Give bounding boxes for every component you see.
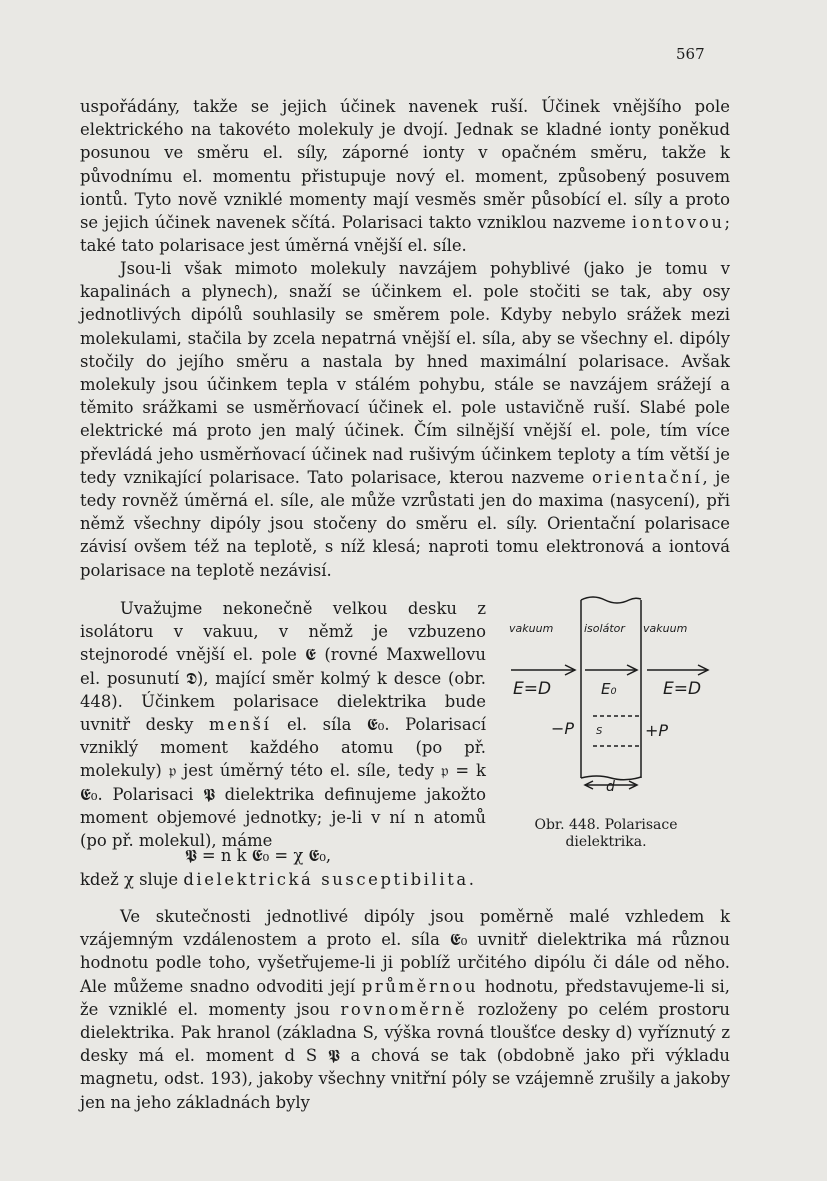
thickness-label: d (606, 779, 615, 795)
plate-top-edge (581, 597, 641, 603)
paragraph-orientation-polarisation: Jsou-li však mimoto molekuly navzájem pohyblivé (jako je tomu v kapalinách a plynech), snaží se účinkem el. pole stočiti se tak, aby osy jednotlivých dipólů souhlasily se směrem pole. Kdyby nebylo srážek mezi molekulami, stačila by zcela nepatrná vnější el. síla, aby se všechny el. dipóly stočily do jejího směru a nastala by hned maximální polarisace. Avšak molekuly jsou účinkem tepla v stálém pohybu, stále se navzájem srážejí a těmito srážkami se usměrňovací účinek el. pole ustavičně ruší. Slabé pole elektrické má proto jen malý účinek. Čím silnější vnější el. pole, tím více převládá jeho usměrňovací účinek nad rušivým účinkem teploty a tím větší je tedy vznikající polarisace. Tato polarisace, kterou nazveme orientační, je tedy rovněž úměrná el. síle, ale může vzrůstati jen do maxima (nasycení), při němž všechny dipóly jsou stočeny do směru el. síly. Orientační polarisace závisí ovšem též na teplotě, s níž klesá; naproti tomu elektronová a iontová polarisace na teplotě nezávisí. (80, 259, 731, 580)
paragraph-ionic-polarisation: uspořádány, takže se jejich účinek navenek ruší. Účinek vnějšího pole elektrického na takovéto molekuly je dvojí. Jednak se kladné ionty poněkud posunou ve směru el. síly, záporné ionty v opačném směru, takže k původnímu el. momentu přistupuje nový el. moment, způsobený posuvem iontů. Tyto nově vzniklé momenty mají vesměs směr působící el. síly a proto se jejich účinek navenek sčítá. Polarisaci takto vzniklou nazveme iontovou; také tato polarisace jest úměrná vnější el. síle. (80, 97, 731, 256)
paragraph-plate-dielectric: Uvažujme nekonečně velkou desku z isolátoru v vakuu, v němž je vzbuzeno stejnorodé vnější el. pole 𝕰 (rovné Maxwellovu el. posunutí 𝕯), mající směr kolmý k desce (obr. 448). Účinkem polarisace dielektrika bude uvnitř desky menší el. síla 𝕰₀. Polarisací vzniklý moment každého atomu (po př. molekuly) 𝔭 jest úměrný této el. síle, tedy 𝔭 = k 𝕰₀. Polarisaci 𝕻 dielektrika definujeme jakožto moment objemové jednotky; je-li v ní n atomů (po př. molekul), máme (80, 599, 487, 851)
page-number: 567 (676, 45, 705, 63)
term-orientation: orientační (591, 467, 703, 487)
term-smaller: menší (208, 715, 272, 735)
prism-base-label: S (596, 726, 603, 737)
susceptibility-definition: kdež χ sluje dielektrická susceptibilita. (80, 870, 474, 889)
charge-left-label: −P (551, 719, 575, 738)
figure-448-plate-diagram (503, 592, 713, 802)
figure-caption: Obr. 448. Polarisace dielektrika. (534, 817, 678, 850)
field-middle-label: E₀ (601, 680, 617, 698)
paragraph-average-field: Ve skutečnosti jednotlivé dipóly jsou poměrně malé vzhledem k vzájemným vzdálenostem a proto el. síla 𝕰₀ uvnitř dielektrika má různou hodnotu podle toho, vyšetřujeme-li ji poblíž určitého dipólu či dále od něho. Ale můžeme snadno odvoditi její průměrnou hodnotu, představujeme-li si, že vzniklé el. momenty jsou rovnoměrně rozloženy po celém prostoru dielektrika. Pak hranol (základna S, výška rovná tloušťce desky d) vyříznutý z desky má el. moment d S 𝕻 a chová se tak (obdobně jako při výkladu magnetu, odst. 193), jakoby všechny vnitřní póly se vzájemně zrušily a jakoby jen na jeho základnách byly (80, 907, 730, 1112)
label-vacuum-left: vakuum (509, 622, 554, 635)
label-isolator: isolátor (584, 622, 625, 635)
charge-right-label: +P (645, 721, 669, 740)
term-uniform: rovnoměrně (340, 999, 468, 1019)
equation-polarisation: 𝕻 = n k 𝕰₀ = χ 𝕰₀, (185, 846, 332, 865)
field-left-label: E=D (513, 679, 552, 699)
term-susceptibility: dielektrická susceptibilita (183, 870, 469, 889)
term-average: průměrnou (361, 976, 479, 996)
term-ionic: iontovou (631, 213, 725, 233)
field-right-label: E=D (663, 679, 702, 699)
label-vacuum-right: vakuum (643, 622, 688, 635)
